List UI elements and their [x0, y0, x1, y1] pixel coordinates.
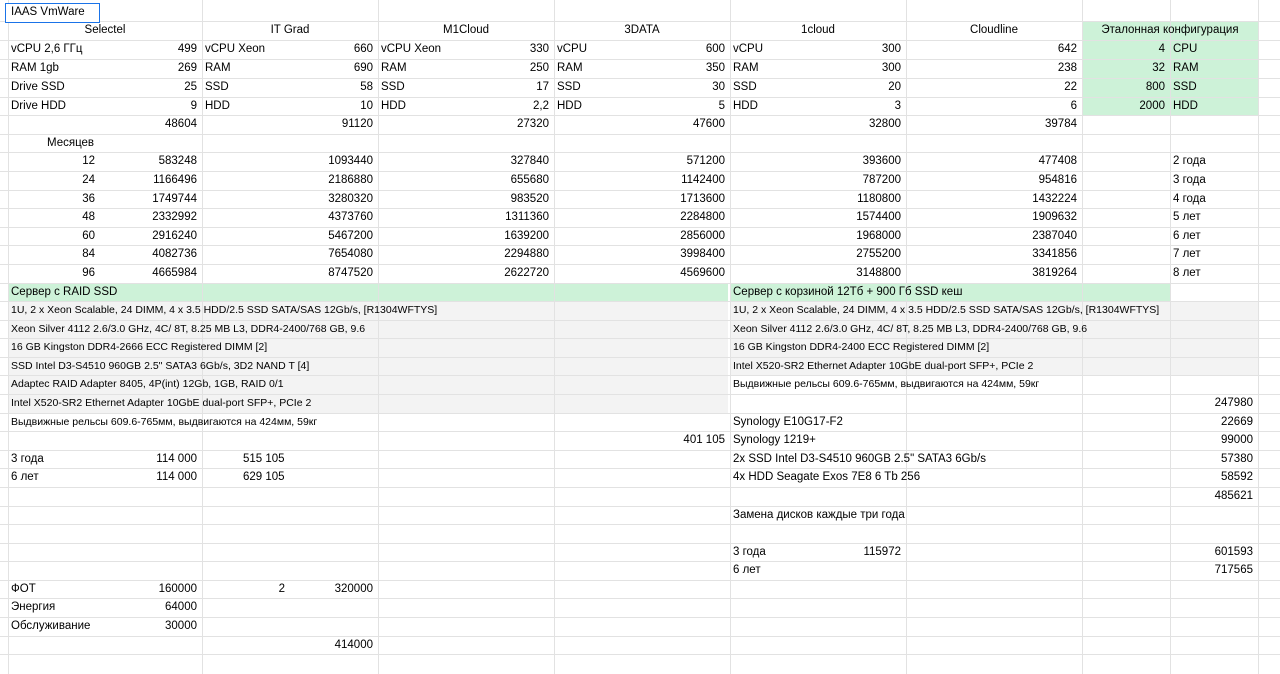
month-cell[interactable]: 5467200 — [328, 230, 373, 242]
month-cell[interactable]: 3148800 — [856, 267, 901, 279]
config-label[interactable]: SSD — [205, 81, 229, 93]
config-value[interactable]: 600 — [705, 43, 725, 55]
years-label[interactable]: 3 года — [1173, 174, 1206, 186]
month-cell[interactable]: 1166496 — [153, 174, 197, 186]
month-cell[interactable]: 477408 — [1038, 155, 1077, 167]
config-label[interactable]: HDD — [733, 100, 758, 112]
total-itgrad[interactable]: 91120 — [341, 118, 373, 130]
raid-6y-a[interactable]: 114 000 — [156, 471, 197, 483]
month-cell[interactable]: 1311360 — [505, 211, 549, 223]
config-value[interactable]: 30 — [712, 81, 725, 93]
config-value[interactable]: 2,2 — [533, 100, 549, 112]
service-label[interactable]: Обслуживание — [11, 620, 91, 632]
config-value[interactable]: 22 — [1064, 81, 1077, 93]
config-label[interactable]: RAM — [733, 62, 759, 74]
title-cell[interactable]: IAAS VmWare — [11, 6, 85, 18]
cart-3y-label[interactable]: 3 года — [733, 546, 766, 558]
config-label[interactable]: SSD — [557, 81, 581, 93]
month-cell[interactable]: 4082736 — [152, 248, 197, 260]
total-m1cloud[interactable]: 27320 — [517, 118, 549, 130]
fot-label[interactable]: ФОТ — [11, 583, 36, 595]
month-value[interactable]: 60 — [82, 230, 95, 242]
months-label[interactable]: Месяцев — [47, 137, 95, 149]
month-value[interactable]: 12 — [82, 155, 95, 167]
cart-header[interactable]: Сервер с корзиной 12Тб + 900 Гб SSD кеш — [733, 286, 963, 298]
years-label[interactable]: 2 года — [1173, 155, 1206, 167]
config-value[interactable]: 330 — [529, 43, 549, 55]
total-cloudline[interactable]: 39784 — [1045, 118, 1077, 130]
month-cell[interactable]: 2387040 — [1032, 230, 1077, 242]
config-value[interactable]: 6 — [1070, 100, 1077, 112]
month-cell[interactable]: 983520 — [510, 193, 549, 205]
cart-6y-label[interactable]: 6 лет — [733, 564, 761, 576]
cart-item[interactable]: Xeon Silver 4112 2.6/3.0 GHz, 4C/ 8T, 8.25 MB L3, DDR4-2400/768 GB, 9.6 — [733, 323, 1088, 335]
config-label[interactable]: SSD — [381, 81, 405, 93]
config-value[interactable]: 10 — [360, 100, 373, 112]
years-label[interactable]: 4 года — [1173, 193, 1206, 205]
reference-label[interactable]: CPU — [1173, 43, 1198, 55]
config-value[interactable]: 269 — [177, 62, 197, 74]
cart-subtotal[interactable]: 247980 — [1214, 397, 1253, 409]
month-cell[interactable]: 2856000 — [680, 230, 725, 242]
cart-total[interactable]: 485621 — [1214, 490, 1253, 502]
month-cell[interactable]: 1713600 — [680, 193, 725, 205]
fot-multiplier[interactable]: 2 — [278, 583, 285, 595]
opex-total[interactable]: 414000 — [334, 639, 373, 651]
config-value[interactable]: 350 — [705, 62, 725, 74]
cart-item[interactable]: 16 GB Kingston DDR4-2400 ECC Registered DIMM [2] — [733, 341, 990, 353]
month-cell[interactable]: 2916240 — [152, 230, 197, 242]
raid-3y-label[interactable]: 3 года — [11, 453, 44, 465]
month-cell[interactable]: 1432224 — [1032, 193, 1077, 205]
config-value[interactable]: 58 — [360, 81, 373, 93]
cart-item[interactable]: 1U, 2 x Xeon Scalable, 24 DIMM, 4 x 3.5 HDD/2.5 SSD SATA/SAS 12Gb/s, [R1304WFTYS] — [733, 304, 1160, 316]
month-cell[interactable]: 1749744 — [152, 193, 197, 205]
raid-item[interactable]: 16 GB Kingston DDR4-2666 ECC Registered DIMM [2] — [11, 341, 268, 353]
years-label[interactable]: 8 лет — [1173, 267, 1201, 279]
cart-part-label[interactable]: Synology 1219+ — [733, 434, 816, 446]
service-value[interactable]: 30000 — [165, 620, 197, 632]
month-cell[interactable]: 393600 — [862, 155, 901, 167]
reference-value[interactable]: 4 — [1158, 43, 1165, 55]
config-label[interactable]: Drive SSD — [11, 81, 65, 93]
raid-3y-b[interactable]: 515 105 — [243, 453, 285, 465]
config-label[interactable]: HDD — [205, 100, 230, 112]
month-cell[interactable]: 1968000 — [856, 230, 901, 242]
config-value[interactable]: 9 — [190, 100, 197, 112]
provider-1cloud[interactable]: 1cloud — [801, 24, 835, 36]
month-cell[interactable]: 1639200 — [504, 230, 549, 242]
cart-6y-total[interactable]: 717565 — [1214, 564, 1253, 576]
config-label[interactable]: HDD — [381, 100, 406, 112]
config-label[interactable]: vCPU Xeon — [381, 43, 442, 55]
cart-3y-mid[interactable]: 115972 — [863, 546, 901, 558]
reference-label[interactable]: SSD — [1173, 81, 1197, 93]
config-value[interactable]: 3 — [894, 100, 901, 112]
month-cell[interactable]: 3280320 — [328, 193, 373, 205]
month-cell[interactable]: 954816 — [1038, 174, 1077, 186]
raid-header[interactable]: Сервер с RAID SSD — [11, 286, 118, 298]
fot-total[interactable]: 320000 — [334, 583, 373, 595]
cart-item[interactable]: Intel X520-SR2 Ethernet Adapter 10GbE dual-port SFP+, PCIe 2 — [733, 360, 1034, 372]
energy-label[interactable]: Энергия — [11, 601, 56, 613]
total-3data[interactable]: 47600 — [693, 118, 725, 130]
month-cell[interactable]: 1909632 — [1032, 211, 1077, 223]
cart-part-value[interactable]: 58592 — [1221, 471, 1253, 483]
month-cell[interactable]: 655680 — [510, 174, 549, 186]
month-cell[interactable]: 1142400 — [681, 174, 725, 186]
years-label[interactable]: 5 лет — [1173, 211, 1201, 223]
month-value[interactable]: 48 — [82, 211, 95, 223]
years-label[interactable]: 6 лет — [1173, 230, 1201, 242]
month-cell[interactable]: 3341856 — [1032, 248, 1077, 260]
provider-selectel[interactable]: Selectel — [84, 24, 126, 36]
config-value[interactable]: 17 — [536, 81, 549, 93]
config-value[interactable]: 642 — [1057, 43, 1077, 55]
cart-part-value[interactable]: 57380 — [1221, 453, 1253, 465]
energy-value[interactable]: 64000 — [165, 601, 197, 613]
month-cell[interactable]: 2294880 — [504, 248, 549, 260]
cart-disk-note[interactable]: Замена дисков каждые три года — [733, 509, 905, 521]
month-value[interactable]: 96 — [82, 267, 95, 279]
month-cell[interactable]: 2622720 — [504, 267, 549, 279]
provider-3data[interactable]: 3DATA — [624, 24, 660, 36]
month-cell[interactable]: 1180800 — [857, 193, 901, 205]
month-cell[interactable]: 4569600 — [680, 267, 725, 279]
month-cell[interactable]: 327840 — [510, 155, 549, 167]
raid-3y-a[interactable]: 114 000 — [156, 453, 197, 465]
raid-6y-label[interactable]: 6 лет — [11, 471, 39, 483]
raid-total[interactable]: 401 105 — [683, 434, 725, 446]
config-label[interactable]: vCPU 2,6 ГГц — [11, 43, 83, 55]
month-cell[interactable]: 583248 — [158, 155, 197, 167]
provider-cloudline[interactable]: Cloudline — [970, 24, 1018, 36]
config-label[interactable]: RAM 1gb — [11, 62, 59, 74]
cart-item[interactable]: Выдвижные рельсы 609.6-765мм, выдвигаются на 424мм, 59кг — [733, 378, 1040, 390]
month-cell[interactable]: 1574400 — [856, 211, 901, 223]
config-value[interactable]: 250 — [529, 62, 549, 74]
month-cell[interactable]: 7654080 — [328, 248, 373, 260]
config-value[interactable]: 20 — [888, 81, 901, 93]
month-cell[interactable]: 3998400 — [680, 248, 725, 260]
raid-item[interactable]: Выдвижные рельсы 609.6-765мм, выдвигаются на 424мм, 59кг — [11, 416, 318, 428]
month-cell[interactable]: 4373760 — [328, 211, 373, 223]
month-cell[interactable]: 787200 — [862, 174, 901, 186]
reference-value[interactable]: 800 — [1145, 81, 1165, 93]
month-value[interactable]: 84 — [82, 248, 95, 260]
config-label[interactable]: Drive HDD — [11, 100, 66, 112]
config-label[interactable]: vCPU — [557, 43, 588, 55]
month-cell[interactable]: 571200 — [686, 155, 725, 167]
config-label[interactable]: vCPU — [733, 43, 764, 55]
reference-config-header[interactable]: Эталонная конфигурация — [1101, 24, 1239, 36]
month-cell[interactable]: 3819264 — [1032, 267, 1077, 279]
cart-3y-total[interactable]: 601593 — [1214, 546, 1253, 558]
config-value[interactable]: 660 — [353, 43, 373, 55]
years-label[interactable]: 7 лет — [1173, 248, 1201, 260]
month-value[interactable]: 24 — [82, 174, 95, 186]
month-value[interactable]: 36 — [82, 193, 95, 205]
reference-label[interactable]: HDD — [1173, 100, 1198, 112]
reference-value[interactable]: 32 — [1152, 62, 1165, 74]
month-cell[interactable]: 2755200 — [856, 248, 901, 260]
month-cell[interactable]: 4665984 — [152, 267, 197, 279]
raid-item[interactable]: SSD Intel D3-S4510 960GB 2.5" SATA3 6Gb/s, 3D2 NAND T [4] — [11, 360, 310, 372]
config-value[interactable]: 238 — [1057, 62, 1077, 74]
reference-label[interactable]: RAM — [1173, 62, 1199, 74]
cart-part-label[interactable]: 2x SSD Intel D3-S4510 960GB 2.5" SATA3 6Gb/s — [733, 453, 986, 465]
config-label[interactable]: RAM — [205, 62, 231, 74]
config-value[interactable]: 5 — [718, 100, 725, 112]
config-label[interactable]: RAM — [381, 62, 407, 74]
month-cell[interactable]: 2332992 — [152, 211, 197, 223]
total-1cloud[interactable]: 32800 — [869, 118, 901, 130]
cart-part-label[interactable]: Synology E10G17-F2 — [733, 416, 843, 428]
config-value[interactable]: 499 — [177, 43, 197, 55]
config-value[interactable]: 25 — [184, 81, 197, 93]
raid-item[interactable]: 1U, 2 x Xeon Scalable, 24 DIMM, 4 x 3.5 HDD/2.5 SSD SATA/SAS 12Gb/s, [R1304WFTYS] — [11, 304, 438, 316]
raid-item[interactable]: Xeon Silver 4112 2.6/3.0 GHz, 4C/ 8T, 8.25 MB L3, DDR4-2400/768 GB, 9.6 — [11, 323, 366, 335]
config-label[interactable]: HDD — [557, 100, 582, 112]
config-label[interactable]: RAM — [557, 62, 583, 74]
provider-m1cloud[interactable]: M1Cloud — [442, 24, 490, 36]
month-cell[interactable]: 2284800 — [680, 211, 725, 223]
config-label[interactable]: vCPU Xeon — [205, 43, 266, 55]
config-value[interactable]: 690 — [353, 62, 373, 74]
raid-6y-b[interactable]: 629 105 — [243, 471, 285, 483]
reference-value[interactable]: 2000 — [1139, 100, 1165, 112]
config-value[interactable]: 300 — [881, 62, 901, 74]
cart-part-label[interactable]: 4x HDD Seagate Exos 7E8 6 Tb 256 — [733, 471, 921, 483]
month-cell[interactable]: 1093440 — [328, 155, 373, 167]
provider-itgrad[interactable]: IT Grad — [270, 24, 310, 36]
fot-value[interactable]: 160000 — [158, 583, 197, 595]
config-label[interactable]: SSD — [733, 81, 757, 93]
total-selectel[interactable]: 48604 — [165, 118, 197, 130]
cart-part-value[interactable]: 22669 — [1221, 416, 1253, 428]
month-cell[interactable]: 2186880 — [328, 174, 373, 186]
config-value[interactable]: 300 — [881, 43, 901, 55]
raid-item[interactable]: Intel X520-SR2 Ethernet Adapter 10GbE dual-port SFP+, PCIe 2 — [11, 397, 312, 409]
month-cell[interactable]: 8747520 — [328, 267, 373, 279]
raid-item[interactable]: Adaptec RAID Adapter 8405, 4P(int) 12Gb, 1GB, RAID 0/1 — [11, 378, 284, 390]
cart-part-value[interactable]: 99000 — [1221, 434, 1253, 446]
